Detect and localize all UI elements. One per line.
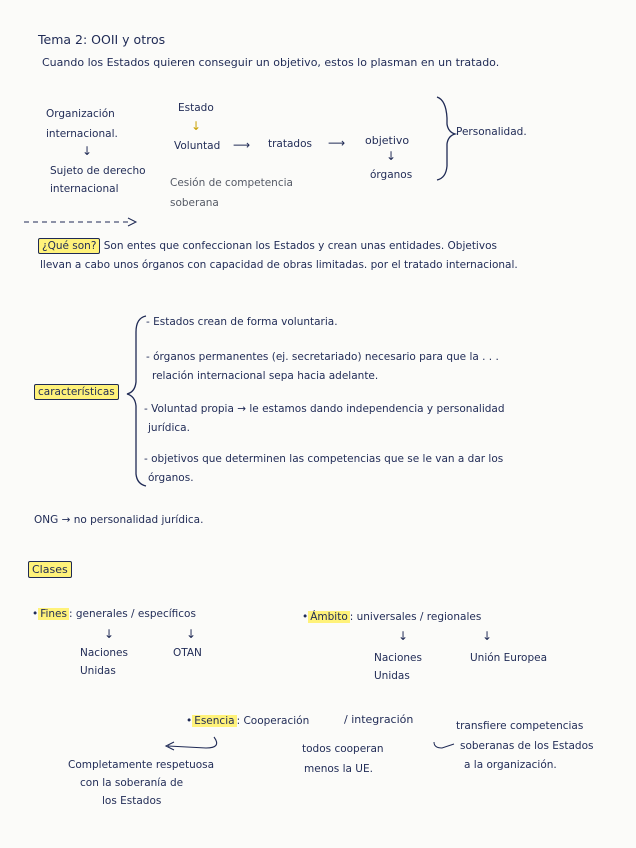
voluntad-label: Voluntad <box>174 140 221 152</box>
que-son-line1: Son entes que confeccionan los Estados y crean unas entidades. Objetivos <box>103 240 497 252</box>
cesion-label: Cesión de competencia soberana <box>170 177 293 209</box>
ambito-regionales-example: Unión Europea <box>470 652 548 664</box>
esencia-compl-1: Completamente respetuosa <box>68 759 215 771</box>
ong-note: ONG → no personalidad jurídica. <box>34 514 204 526</box>
que-son-line2: llevan a cabo unos órganos con capacidad de obras limitadas. por el tratado internacional. <box>40 259 518 271</box>
esencia-row: • Esencia : Cooperación <box>186 715 310 727</box>
personalidad-label: Personalidad. <box>456 126 527 138</box>
intro-sentence: Cuando los Estados quieren conseguir un objetivo, estos lo plasman en un tratado. <box>42 56 500 69</box>
fines-especificos-example: OTAN <box>173 647 202 659</box>
down-arrow-icon: ↓ <box>398 629 409 643</box>
caracteristicas-tag: características <box>34 384 119 400</box>
esencia-menos: menos la UE. <box>304 763 373 775</box>
down-arrow-icon: ↓ <box>186 627 197 641</box>
down-arrow-icon: ↓ <box>386 149 397 163</box>
esencia-organizacion: a la organización. <box>464 759 557 771</box>
que-son-tag: ¿Qué son? <box>38 238 100 254</box>
esencia-integracion: / integración <box>344 713 414 726</box>
org-internacional: Organización internacional. <box>46 108 118 140</box>
ambito-types: : universales / regionales <box>349 611 482 623</box>
fines-types: : generales / específicos <box>68 608 196 620</box>
esencia-label: Esencia <box>194 715 235 727</box>
fines-generales-example: Naciones Unidas <box>80 647 128 677</box>
ambito-universales-example: Naciones Unidas <box>374 652 422 682</box>
caract-item-2a: - órganos permanentes (ej. secretariado) necesario para que la . . . <box>146 351 499 363</box>
right-arrow-icon: ⟶ <box>233 138 251 152</box>
esencia-compl-3: los Estados <box>102 795 162 807</box>
ambito-row: • Ámbito : universales / regionales <box>302 611 482 623</box>
down-arrow-icon: ↓ <box>104 627 115 641</box>
fines-row: • Fines : generales / específicos <box>32 608 196 620</box>
estado-label: Estado <box>178 102 214 114</box>
caract-item-4b: órganos. <box>148 472 194 484</box>
esencia-cooperacion: : Cooperación <box>236 715 310 727</box>
sujeto-derecho: Sujeto de derecho internacional <box>50 165 146 195</box>
caract-item-1: - Estados crean de forma voluntaria. <box>146 316 338 328</box>
esencia-todos: todos cooperan <box>302 743 384 755</box>
caract-item-3a: - Voluntad propia → le estamos dando independencia y personalidad <box>144 403 505 415</box>
down-arrow-icon: ↓ <box>482 629 493 643</box>
fines-label: Fines <box>40 608 67 620</box>
esencia-soberanas: soberanas de los Estados <box>460 740 594 752</box>
caract-item-3b: jurídica. <box>148 422 190 434</box>
que-son-row <box>38 239 497 253</box>
caracteristicas-row <box>34 385 119 399</box>
right-arrow-icon: ⟶ <box>328 136 346 150</box>
esencia-transfiere: transfiere competencias <box>456 720 584 732</box>
down-arrow-icon: ↓ <box>191 119 202 133</box>
page-title: Tema 2: OOII y otros <box>38 32 166 47</box>
clases-tag: Clases <box>28 561 72 578</box>
esencia-compl-2: con la soberanía de <box>80 777 184 789</box>
caract-item-2b: relación internacional sepa hacia adelante. <box>152 370 379 382</box>
organos-label: órganos <box>370 169 413 181</box>
ambito-label: Ámbito <box>310 611 348 623</box>
caract-item-4a: - objetivos que determinen las competencias que se le van a dar los <box>144 453 504 465</box>
clases-row <box>28 563 72 577</box>
down-arrow-icon: ↓ <box>82 144 93 158</box>
tratados-label: tratados <box>268 138 312 150</box>
objetivo-label: objetivo <box>365 134 410 147</box>
